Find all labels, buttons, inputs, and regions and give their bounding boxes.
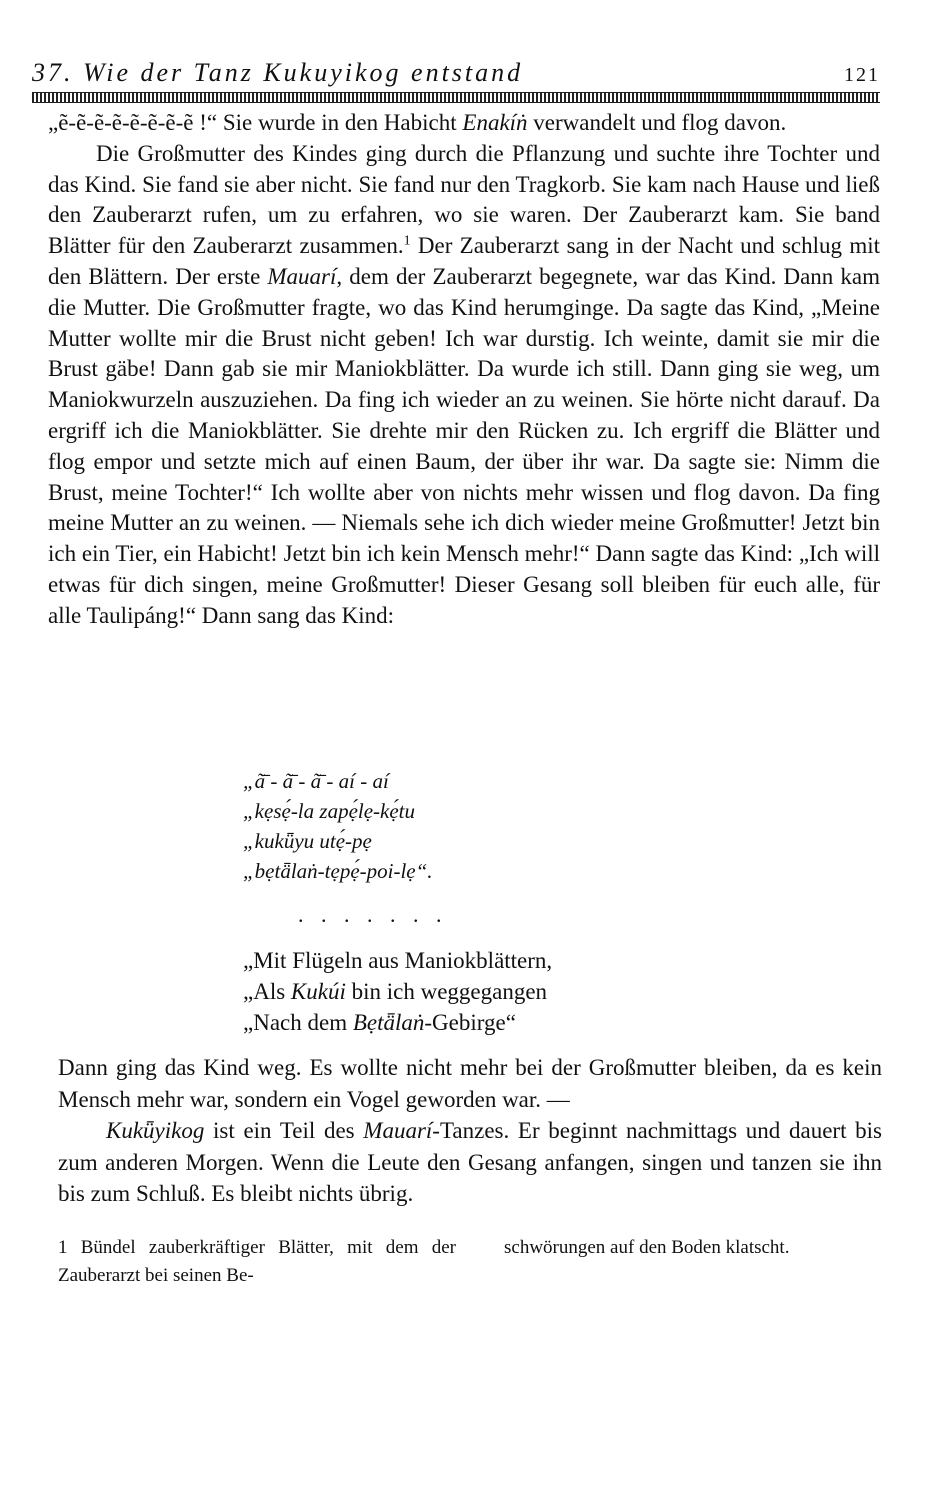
verse-translation [243,945,843,1038]
italic-term: Enakíṅ [462,110,528,135]
footnote-left-column: 1 Bündel zauberkräftiger Blätter, mit dem der Zauberarzt bei seinen Be- [58,1237,456,1286]
main-text [48,108,880,632]
paragraph-2: Die Großmutter des Kindes ging durch die Pflanzung und suchte ihre Tochter und das Kind. Sie fand sie aber nicht. Sie fand nur den Tragkorb. Sie kam nach Hause und ließ den Zauberarzt rufen, um zu erfahren, wo sie waren. Der Zauberarzt kam. Sie band Blätter für den Zauberarzt zusammen.$^1$ Der Zauberarzt sang in der Nacht und schlug mit den Blättern. Der erste Mauarí, dem der Zauberarzt begegnete, war das Kind. Dann kam die Mutter. Die Großmutter fragte, wo das Kind herumginge. Da sagte das Kind, „Meine Mutter wollte mir die Brust nicht geben! Ich war durstig. Ich weinte, damit sie mir die Brust gäbe! Dann gab sie mir Maniokblätter. Da wurde ich still. Dann ging sie weg, um Maniokwurzeln auszuziehen. Da fing ich wieder an zu weinen. Sie hörte nicht darauf. Da ergriff ich die Maniokblätter. Sie drehte mir den Rücken zu. Ich ergriff die Blätter und flog empor und setzte mich auf einen Baum, der über ihr war. Da sagte sie: Nimm die Brust, meine Tochter!“ Ich wollte aber von nichts mehr wissen und flog davon. Da fing meine Mutter an zu weinen. — Niemals sehe ich dich wieder meine Großmutter! Jetzt bin ich ein Tier, ein Habicht! Jetzt bin ich kein Mensch mehr!“ Dann sagte das Kind: „Ich will etwas für dich singen, meine Großmutter! Dieser Gesang soll bleiben für euch alle, für alle Taulipáng!“ Dann sang das Kind: [48,140,880,628]
page-number: 121 [844,64,880,86]
italic-term: Kukǖyikog [106,1118,205,1143]
running-header [32,58,880,92]
translation-line: „Als Kukúi bin ich weggegangen [243,979,548,1004]
chapter-title: 37. Wie der Tanz Kukuyikog entstand [32,58,524,87]
verse-line: „kẹsẹ́-la zapẹ́lẹ-kẹ́tu [243,799,416,823]
footnote-number: 1 [58,1237,68,1258]
verse-line: „bẹtǟlaṅ-tẹpẹ́-poi-lẹ“. [243,859,433,883]
footnote-marker: 1 [403,233,411,249]
song-verse [243,766,803,886]
paragraph-1: „ẽ-ẽ-ẽ-ẽ-ẽ-ẽ-ẽ-ẽ !“ Sie wurde in den Habicht Enakíṅ verwandelt und flog davon. [48,110,787,135]
translation-line: „Nach dem Bẹtǟlaṅ-Gebirge“ [243,1010,516,1035]
verse-line: „kukǖyu utẹ́-pẹ [243,829,372,853]
closing-text [58,1052,882,1210]
italic-term: Mauarí [267,263,337,289]
ellipsis-dots: . . . . . . . [298,902,448,927]
translation-line: „Mit Flügeln aus Maniokblättern, [243,948,553,973]
paragraph-3: Dann ging das Kind weg. Es wollte nicht mehr bei der Großmutter bleiben, da es kein Mensch mehr war, sondern ein Vogel geworden war. — [58,1055,882,1112]
verse-line: „ã̄ - ã̄ - ã̄ - aí - aí [243,769,389,793]
header-rule [32,92,880,103]
italic-term: Mauarí [363,1118,433,1143]
paragraph-4: Kukǖyikog ist ein Teil des Mauarí-Tanzes. Er beginnt nachmittags und dauert bis zum anderen Morgen. Wenn die Leute den Gesang anfangen, singen und tanzen sie ihn bis zum Schluß. Es bleibt nichts übrig. [58,1118,882,1206]
footnote-right-column: schwörungen auf den Boden klatscht. [504,1237,790,1258]
